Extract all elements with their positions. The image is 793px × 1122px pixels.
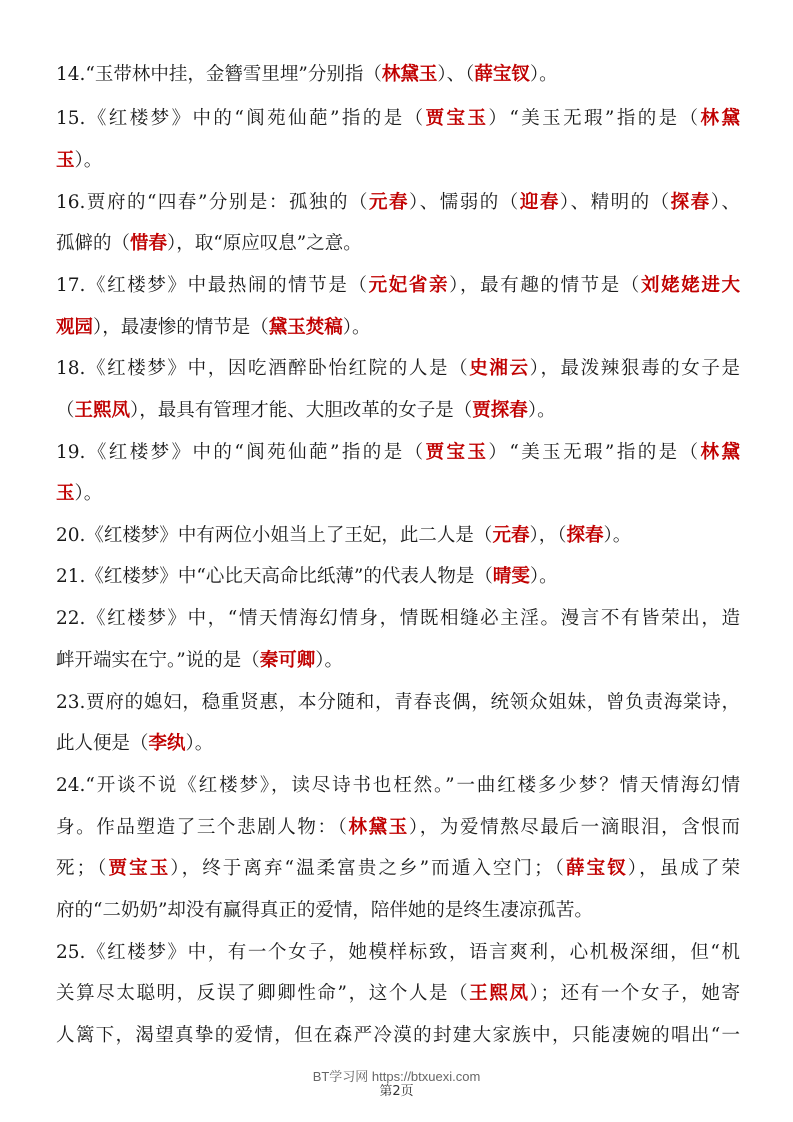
question-text: 21.《红楼梦》中“心比天高命比纸薄”的代表人物是（ — [56, 566, 493, 587]
question-text: ）、精明的（ — [559, 192, 671, 213]
question-text: 府的“二奶奶”却没有赢得真正的爱情，陪伴她的是终生凄凉孤苦。 — [56, 900, 593, 921]
text-line — [56, 646, 740, 676]
answer-text: 元春 — [368, 192, 410, 213]
text-line — [56, 313, 740, 343]
answer-text: 贾宝玉 — [108, 858, 171, 879]
question-text: 孤僻的（ — [56, 233, 131, 254]
answer-text: 贾宝玉 — [425, 442, 489, 463]
question-text: ）。 — [529, 64, 558, 85]
question-text: ）。 — [185, 733, 214, 754]
text-line — [56, 562, 740, 592]
question-text: 衅开端实在宁。”说的是（ — [56, 650, 260, 671]
answer-text: 王熙凤 — [74, 400, 131, 421]
question-text: 23.贾府的媳妇，稳重贤惠，本分随和，青春丧偶，统领众姐妹，曾负责海棠诗， — [56, 692, 740, 713]
text-line — [56, 813, 740, 843]
answer-text: 林黛玉 — [381, 64, 438, 85]
answer-text: 林黛 — [700, 442, 740, 463]
answer-text: 观园 — [56, 317, 94, 338]
question-text: ）、懦弱的（ — [409, 192, 520, 213]
question-text: 19.《红楼梦》中的“阆苑仙葩”指的是（ — [56, 442, 426, 463]
page-number: 第2页 — [379, 1084, 414, 1099]
answer-text: 薛宝钗 — [566, 858, 628, 879]
question-text: 17.《红楼梦》中最热闹的情节是（ — [56, 275, 369, 296]
answer-text: 晴雯 — [492, 566, 530, 587]
text-line — [56, 438, 740, 468]
question-text: 16.贾府的“四春”分别是：孤独的（ — [56, 192, 369, 213]
question-text: 此人便是（ — [56, 733, 149, 754]
text-line — [56, 688, 740, 718]
question-text: ）；还有一个女子，她寄 — [529, 983, 740, 1004]
text-line — [56, 271, 740, 301]
watermark-text: BT学习网 https://btxuexi.com — [312, 1069, 481, 1084]
question-text: ）。 — [603, 525, 632, 546]
text-line — [56, 979, 740, 1009]
answer-text: 薛宝钗 — [474, 64, 530, 85]
question-text: ），为爱情熬尽最后一滴眼泪，含恨而 — [408, 817, 740, 838]
text-line — [56, 146, 740, 176]
text-line — [56, 396, 740, 426]
question-text: ）。 — [342, 317, 371, 338]
answer-text: 玉 — [56, 483, 75, 504]
answer-text: 探春 — [670, 192, 711, 213]
question-text: ），最凄惨的情节是（ — [93, 317, 269, 338]
text-line — [56, 938, 740, 968]
text-line — [56, 354, 740, 384]
answer-text: 史湘云 — [469, 358, 530, 379]
question-text: ），虽成了荣 — [627, 858, 740, 879]
answer-text: 王熙凤 — [469, 983, 530, 1004]
text-line — [56, 896, 740, 926]
question-text: ）“美玉无瑕”指的是（ — [488, 108, 701, 129]
question-text: ）“美玉无瑕”指的是（ — [488, 442, 701, 463]
question-text: 死；（ — [56, 858, 109, 879]
answer-text: 探春 — [566, 525, 604, 546]
question-text: ），取“原应叹息”之意。 — [167, 233, 362, 254]
question-text: ），终于离弃“温柔富贵之乡”而遁入空门；（ — [170, 858, 567, 879]
question-text: 14.“玉带林中挂，金簪雪里埋”分别指（ — [56, 64, 382, 85]
answer-text: 黛玉焚稿 — [268, 317, 343, 338]
question-text: ）、 — [710, 192, 740, 213]
answer-text: 秦可卿 — [259, 650, 316, 671]
text-line — [56, 1021, 740, 1051]
text-line — [56, 771, 740, 801]
answer-text: 刘姥姥进大 — [641, 275, 740, 296]
question-text: ），最具有管理才能、大胆改革的女子是（ — [130, 400, 473, 421]
text-line — [56, 60, 740, 90]
question-text: 24.“开谈不说《红楼梦》，读尽诗书也枉然。”一曲红楼多少梦？情天情海幻情 — [56, 775, 740, 796]
question-text: 18.《红楼梦》中，因吃酒醉卧怡红院的人是（ — [56, 358, 470, 379]
text-line — [56, 729, 740, 759]
question-text: （ — [56, 400, 75, 421]
question-text: 身。作品塑造了三个悲剧人物：（ — [56, 817, 349, 838]
answer-text: 贾宝玉 — [425, 108, 489, 129]
question-text: ）。 — [529, 566, 558, 587]
answer-text: 林黛玉 — [348, 817, 409, 838]
answer-text: 林黛 — [700, 108, 740, 129]
question-text: ），最泼辣狠毒的女子是 — [529, 358, 740, 379]
text-line — [56, 188, 740, 218]
answer-text: 贾探春 — [472, 400, 528, 421]
text-line — [56, 104, 740, 134]
text-line — [56, 854, 740, 884]
text-line — [56, 229, 740, 259]
answer-text: 惜春 — [130, 233, 168, 254]
question-text: ）。 — [74, 150, 103, 171]
question-text: 22.《红楼梦》中，“情天情海幻情身，情既相缝必主淫。漫言不有皆荣出，造 — [56, 608, 740, 629]
text-line — [56, 521, 740, 551]
answer-text: 李纨 — [148, 733, 186, 754]
text-line — [56, 479, 740, 509]
answer-text: 玉 — [56, 150, 75, 171]
question-text: 关算尽太聪明，反误了卿卿性命”，这个人是（ — [56, 983, 470, 1004]
answer-text: 迎春 — [519, 192, 560, 213]
question-text: ）。 — [527, 400, 556, 421]
question-text: ）、（ — [437, 64, 475, 85]
question-text: ）。 — [74, 483, 103, 504]
question-text: 15.《红楼梦》中的“阆苑仙葩”指的是（ — [56, 108, 426, 129]
question-text: ），最有趣的情节是（ — [449, 275, 642, 296]
answer-text: 元妃省亲 — [368, 275, 450, 296]
question-text: 25.《红楼梦》中，有一个女子，她模样标致，语言爽利，心机极深细，但“机 — [56, 942, 740, 963]
text-line — [56, 604, 740, 634]
question-text: 20.《红楼梦》中有两位小姐当上了王妃，此二人是（ — [56, 525, 493, 546]
question-text: 人篱下，渴望真挚的爱情，但在森严冷漠的封建大家族中，只能凄婉的唱出“一 — [56, 1025, 740, 1046]
question-text: ）。 — [315, 650, 343, 671]
question-text: ），（ — [529, 525, 567, 546]
answer-text: 元春 — [492, 525, 530, 546]
